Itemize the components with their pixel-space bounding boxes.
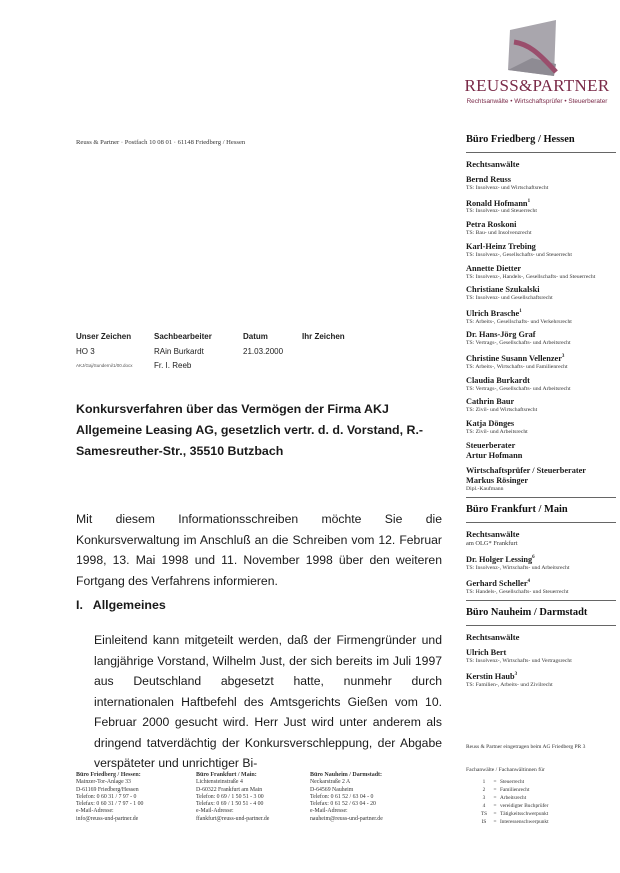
person-name [466, 330, 616, 340]
legend-key: 2 [482, 787, 486, 793]
person-name-text: Christiane Szukalski [466, 285, 540, 295]
footer-line-l6: info@reuss-und-partner.de [76, 815, 139, 822]
footer-line-l6: ffankfurt@reuss-und-partner.de [196, 815, 270, 822]
qualification-marker: 6 [532, 555, 535, 561]
person-name [466, 175, 616, 185]
person-focus-areas: TS: Handels-, Gesellschafts- und Steuerrecht [466, 588, 569, 595]
legend-equals: = [493, 811, 497, 817]
wirtschaftspruefer-name: Markus Rösinger [466, 475, 528, 485]
footer-line-l1: Neckarstraße 2 A [310, 779, 351, 786]
legend-text: Steuerrecht [500, 779, 525, 785]
partner-sidebar [466, 134, 616, 694]
person-focus-areas: TS: Insolvenz-, Wirtschafts- und Vertragsrecht [466, 658, 572, 665]
friedberg-lawyer-list [466, 175, 616, 436]
ihr-zeichen-label: Ihr Zeichen [302, 332, 345, 341]
company-logo [462, 20, 612, 110]
person-name [466, 220, 616, 230]
footer-line-l1: Mainzer-Tor-Anlage 33 [76, 779, 131, 786]
person-entry [466, 397, 616, 414]
legend-row [478, 779, 524, 785]
legend-equals: = [493, 819, 497, 825]
legend-row [478, 811, 548, 817]
person-entry [466, 670, 616, 689]
steuerberater-name: Artur Hofmann [466, 450, 523, 460]
footer-line-l3: Telefon: 0 69 / 1 50 51 - 3 00 [196, 793, 264, 800]
legend-title: Fachanwälte / Fachanwältinnen für [466, 767, 545, 773]
legend-key: TS [480, 811, 488, 817]
person-focus-areas: TS: Insolvenz-, Handels-, Gesellschafts- und Steuerrecht [466, 273, 596, 280]
person-name [466, 648, 616, 658]
legend-key: 4 [482, 803, 486, 809]
footer-line-head: Büro Nauheim / Darmstadt: [310, 772, 383, 778]
legend-row [478, 819, 549, 825]
person-focus-areas: TS: Insolvenz-, Gesellschafts- und Steuerrecht [466, 251, 572, 258]
sender-return-address: Reuss & Partner · Postfach 10 08 01 · 61148 Friedberg / Hessen [76, 139, 246, 146]
person-name-text: Dr. Holger Lessing [466, 555, 533, 565]
qualification-marker: 3 [514, 672, 518, 678]
legend-key: 1 [482, 779, 486, 785]
person-name-text: Karl-Heinz Trebing [466, 241, 536, 251]
intro-paragraph: Mit diesem Informationsschreiben möchte Sie die Konkursverwaltung im Anschluß an die Schreiben vom 12. Februar 1998, 13. Mai 1998 und 11. November 1998 über den weiteren Fortgang des Verfahrens informieren. [76, 512, 442, 588]
qualification-marker: 1 [519, 308, 522, 314]
group-heading-rechtsanwaelte: Rechtsanwälte [466, 529, 520, 540]
legend-equals: = [493, 795, 497, 801]
person-entry [466, 285, 616, 302]
person-focus-areas: TS: Familien-, Arbeits- und Zivilrecht [466, 681, 553, 688]
person-name-text: Ronald Hofmann [466, 198, 528, 208]
legend-text: Interessenschwerpunkt [500, 819, 549, 825]
person-entry [466, 419, 616, 436]
divider [466, 522, 616, 523]
person-focus-areas: TS: Vertrags-, Gesellschafts- und Arbeitsrecht [466, 340, 571, 347]
footer-line-l5: e-Mail-Adresse: [76, 808, 114, 815]
section-heading: I. Allgemeines [76, 598, 166, 612]
qualification-marker: 4 [527, 578, 531, 584]
steuerberater-label: Steuerberater [466, 440, 516, 450]
sachbearbeiter-label: Sachbearbeiter [154, 332, 212, 341]
person-focus-areas: TS: Insolvenz- und Gesellschaftsrecht [466, 295, 553, 302]
person-name-text: Annette Dietter [466, 263, 522, 273]
wirtschaftspruefer-block [466, 466, 616, 493]
divider [466, 600, 616, 601]
person-name-text: Gerhard Scheller [466, 578, 528, 588]
person-entry [466, 352, 616, 371]
person-name [466, 553, 616, 565]
person-name [466, 419, 616, 429]
legend-row [478, 787, 529, 793]
footer-line-l3: Telefon: 0 61 52 / 63 04 - 0 [310, 793, 374, 800]
datum-value: 21.03.2000 [243, 347, 284, 356]
footer-line-head: Büro Friedberg / Hessen: [76, 772, 141, 778]
person-entry [466, 220, 616, 237]
person-name-text: Claudia Burkardt [466, 375, 530, 385]
person-name-text: Katja Dönges [466, 419, 515, 429]
person-name [466, 197, 616, 209]
footer-line-l5: e-Mail-Adresse: [310, 808, 348, 815]
footer-line-l5: e-Mail-Adresse: [196, 808, 234, 815]
legend-equals: = [493, 779, 497, 785]
unser-zeichen-file: AKJ/Gaj/Sunderni/1/00.docx [76, 363, 133, 368]
person-focus-areas: TS: Arbeits-, Wirtschafts- und Familienrecht [466, 363, 568, 370]
person-name [466, 264, 616, 274]
qualification-marker: 1 [527, 198, 531, 204]
olg-note: am OLG* Frankfurt [466, 540, 518, 548]
footer-address-column [196, 772, 314, 823]
sachbearbeiter-value-1: RAin Burkardt [154, 347, 204, 356]
legend-text: Arbeitsrecht [500, 795, 527, 801]
person-entry [466, 648, 616, 665]
person-name-text: Petra Roskoni [466, 220, 517, 230]
divider [466, 152, 616, 153]
person-name-text: Cathrin Baur [466, 397, 515, 407]
person-focus-areas: TS: Zivil- und Arbeitsrecht [466, 429, 528, 436]
person-entry [466, 175, 616, 192]
unser-zeichen-label: Unser Zeichen [76, 332, 132, 341]
group-heading-rechtsanwaelte: Rechtsanwälte [466, 159, 520, 169]
person-focus-areas: TS: Arbeits-, Gesellschafts- und Verkehrsrecht [466, 318, 572, 325]
person-entry [466, 330, 616, 347]
legend-equals: = [493, 803, 497, 809]
person-entry [466, 197, 616, 216]
legend-key: IS [481, 819, 487, 825]
logo-mark-icon [504, 20, 562, 78]
logo-tagline: Rechtsanwälte • Wirtschaftsprüfer • Steuerberater [466, 98, 608, 105]
person-entry [466, 242, 616, 259]
wirtschaftspruefer-label: Wirtschaftsprüfer / Steuerberater [466, 465, 586, 475]
footer-line-l2: D-64569 Nauheim [310, 786, 354, 793]
unser-zeichen-value: HO 3 [76, 347, 95, 356]
person-name [466, 397, 616, 407]
qualification-marker: 3 [561, 354, 565, 360]
footer-line-l3: Telefon: 0 60 31 / 7 97 - 0 [76, 793, 137, 800]
steuerberater-block [466, 441, 616, 461]
person-name-text: Ulrich Brasche [466, 308, 520, 318]
legend-text: vereidigter Buchprüfer [500, 803, 549, 809]
footer-line-head: Büro Frankfurt / Main: [196, 772, 257, 778]
person-name-text: Christine Susann Vellenzer [466, 353, 562, 363]
person-focus-areas: TS: Bau- und Insolvenzrecht [466, 230, 532, 237]
legend-text: Familienrecht [500, 787, 530, 793]
person-name [466, 577, 616, 589]
logo-brand: REUSS&PARTNER [464, 76, 610, 95]
office-nauheim-heading: Büro Nauheim / Darmstadt [466, 607, 588, 619]
person-focus-areas: TS: Insolvenz- und Steuerrecht [466, 208, 537, 215]
sachbearbeiter-value-2: Fr. I. Reeb [154, 361, 192, 370]
nauheim-lawyer-list [466, 648, 616, 689]
legend-row [478, 803, 548, 809]
registration-note: Reuss & Partner eingetragen beim AG Friedberg PR 3 [466, 744, 586, 750]
footer-line-l4: Telefax: 0 61 52 / 63 04 - 20 [310, 801, 376, 808]
person-focus-areas: TS: Vertrags-, Gesellschafts- und Arbeitsrecht [466, 385, 571, 392]
person-entry [466, 577, 616, 596]
letter-subject: Konkursverfahren über das Vermögen der Firma AKJ Allgemeine Leasing AG, gesetzlich vertr. d. d. Vorstand, R.-Samesreuther-Str., 35510 Butzbach [76, 402, 424, 458]
person-name [466, 242, 616, 252]
datum-label: Datum [243, 332, 268, 341]
group-heading-rechtsanwaelte: Rechtsanwälte [466, 632, 520, 643]
person-focus-areas: TS: Zivil- und Wirtschaftsrecht [466, 407, 538, 414]
person-name [466, 352, 616, 364]
body-paragraph: Einleitend kann mitgeteilt werden, daß der Firmengründer und langjährige Vorstand, Wilhelm Just, der sich bereits im Juli 1997 aus Deutschland abgesetzt hatte, nunmehr durch internationalen Haftbefehl des Amtsgerichts Gießen vom 10. Februar 2000 gesucht wird. Herr Just wird unter anderem als dringend tatverdächtig der Konkursverschleppung, der Abgabe verspäteter und unrichtiger Bi- [94, 633, 442, 770]
person-entry [466, 264, 616, 281]
divider [466, 497, 616, 498]
person-name [466, 285, 616, 295]
person-name-text: Dr. Hans-Jörg Graf [466, 330, 536, 340]
person-name-text: Ulrich Bert [466, 648, 507, 658]
frankfurt-lawyer-list [466, 553, 616, 595]
person-focus-areas: TS: Insolvenz- und Wirtschaftsrecht [466, 185, 549, 191]
footer-address-column [76, 772, 194, 823]
footer-line-l4: Telefax: 0 69 / 1 50 51 - 4 00 [196, 801, 264, 808]
person-name [466, 307, 616, 319]
divider [466, 625, 616, 626]
person-entry [466, 553, 616, 572]
footer-address-column [310, 772, 428, 823]
person-entry [466, 307, 616, 326]
person-name [466, 670, 616, 682]
footer-line-l4: Telefax: 0 60 31 / 7 97 - 1 00 [76, 801, 144, 808]
office-friedberg-heading: Büro Friedberg / Hessen [466, 134, 575, 145]
person-name-text: Kerstin Haub [466, 671, 515, 681]
footer-line-l2: D-60322 Frankfurt am Main [196, 786, 263, 793]
footer-line-l2: D-61169 Friedberg/Hessen [76, 786, 139, 793]
wirtschaftspruefer-title: Dipl.-Kaufmann [466, 485, 504, 492]
legend-key: 3 [482, 795, 486, 801]
person-focus-areas: TS: Insolvenz-, Wirtschafts- und Arbeitsrecht [466, 565, 570, 572]
legend-row [478, 795, 526, 801]
person-name [466, 376, 616, 386]
legend-equals: = [493, 787, 497, 793]
office-frankfurt-heading: Büro Frankfurt / Main [466, 504, 568, 516]
person-name-text: Bernd Reuss [466, 175, 511, 184]
legend-text: Tätigkeitsschwerpunkt [500, 811, 549, 817]
footer-line-l6: nauheim@reuss-und-partner.de [310, 815, 383, 822]
footer-line-l1: Lichtensteinstraße 4 [196, 779, 243, 786]
person-entry [466, 376, 616, 393]
